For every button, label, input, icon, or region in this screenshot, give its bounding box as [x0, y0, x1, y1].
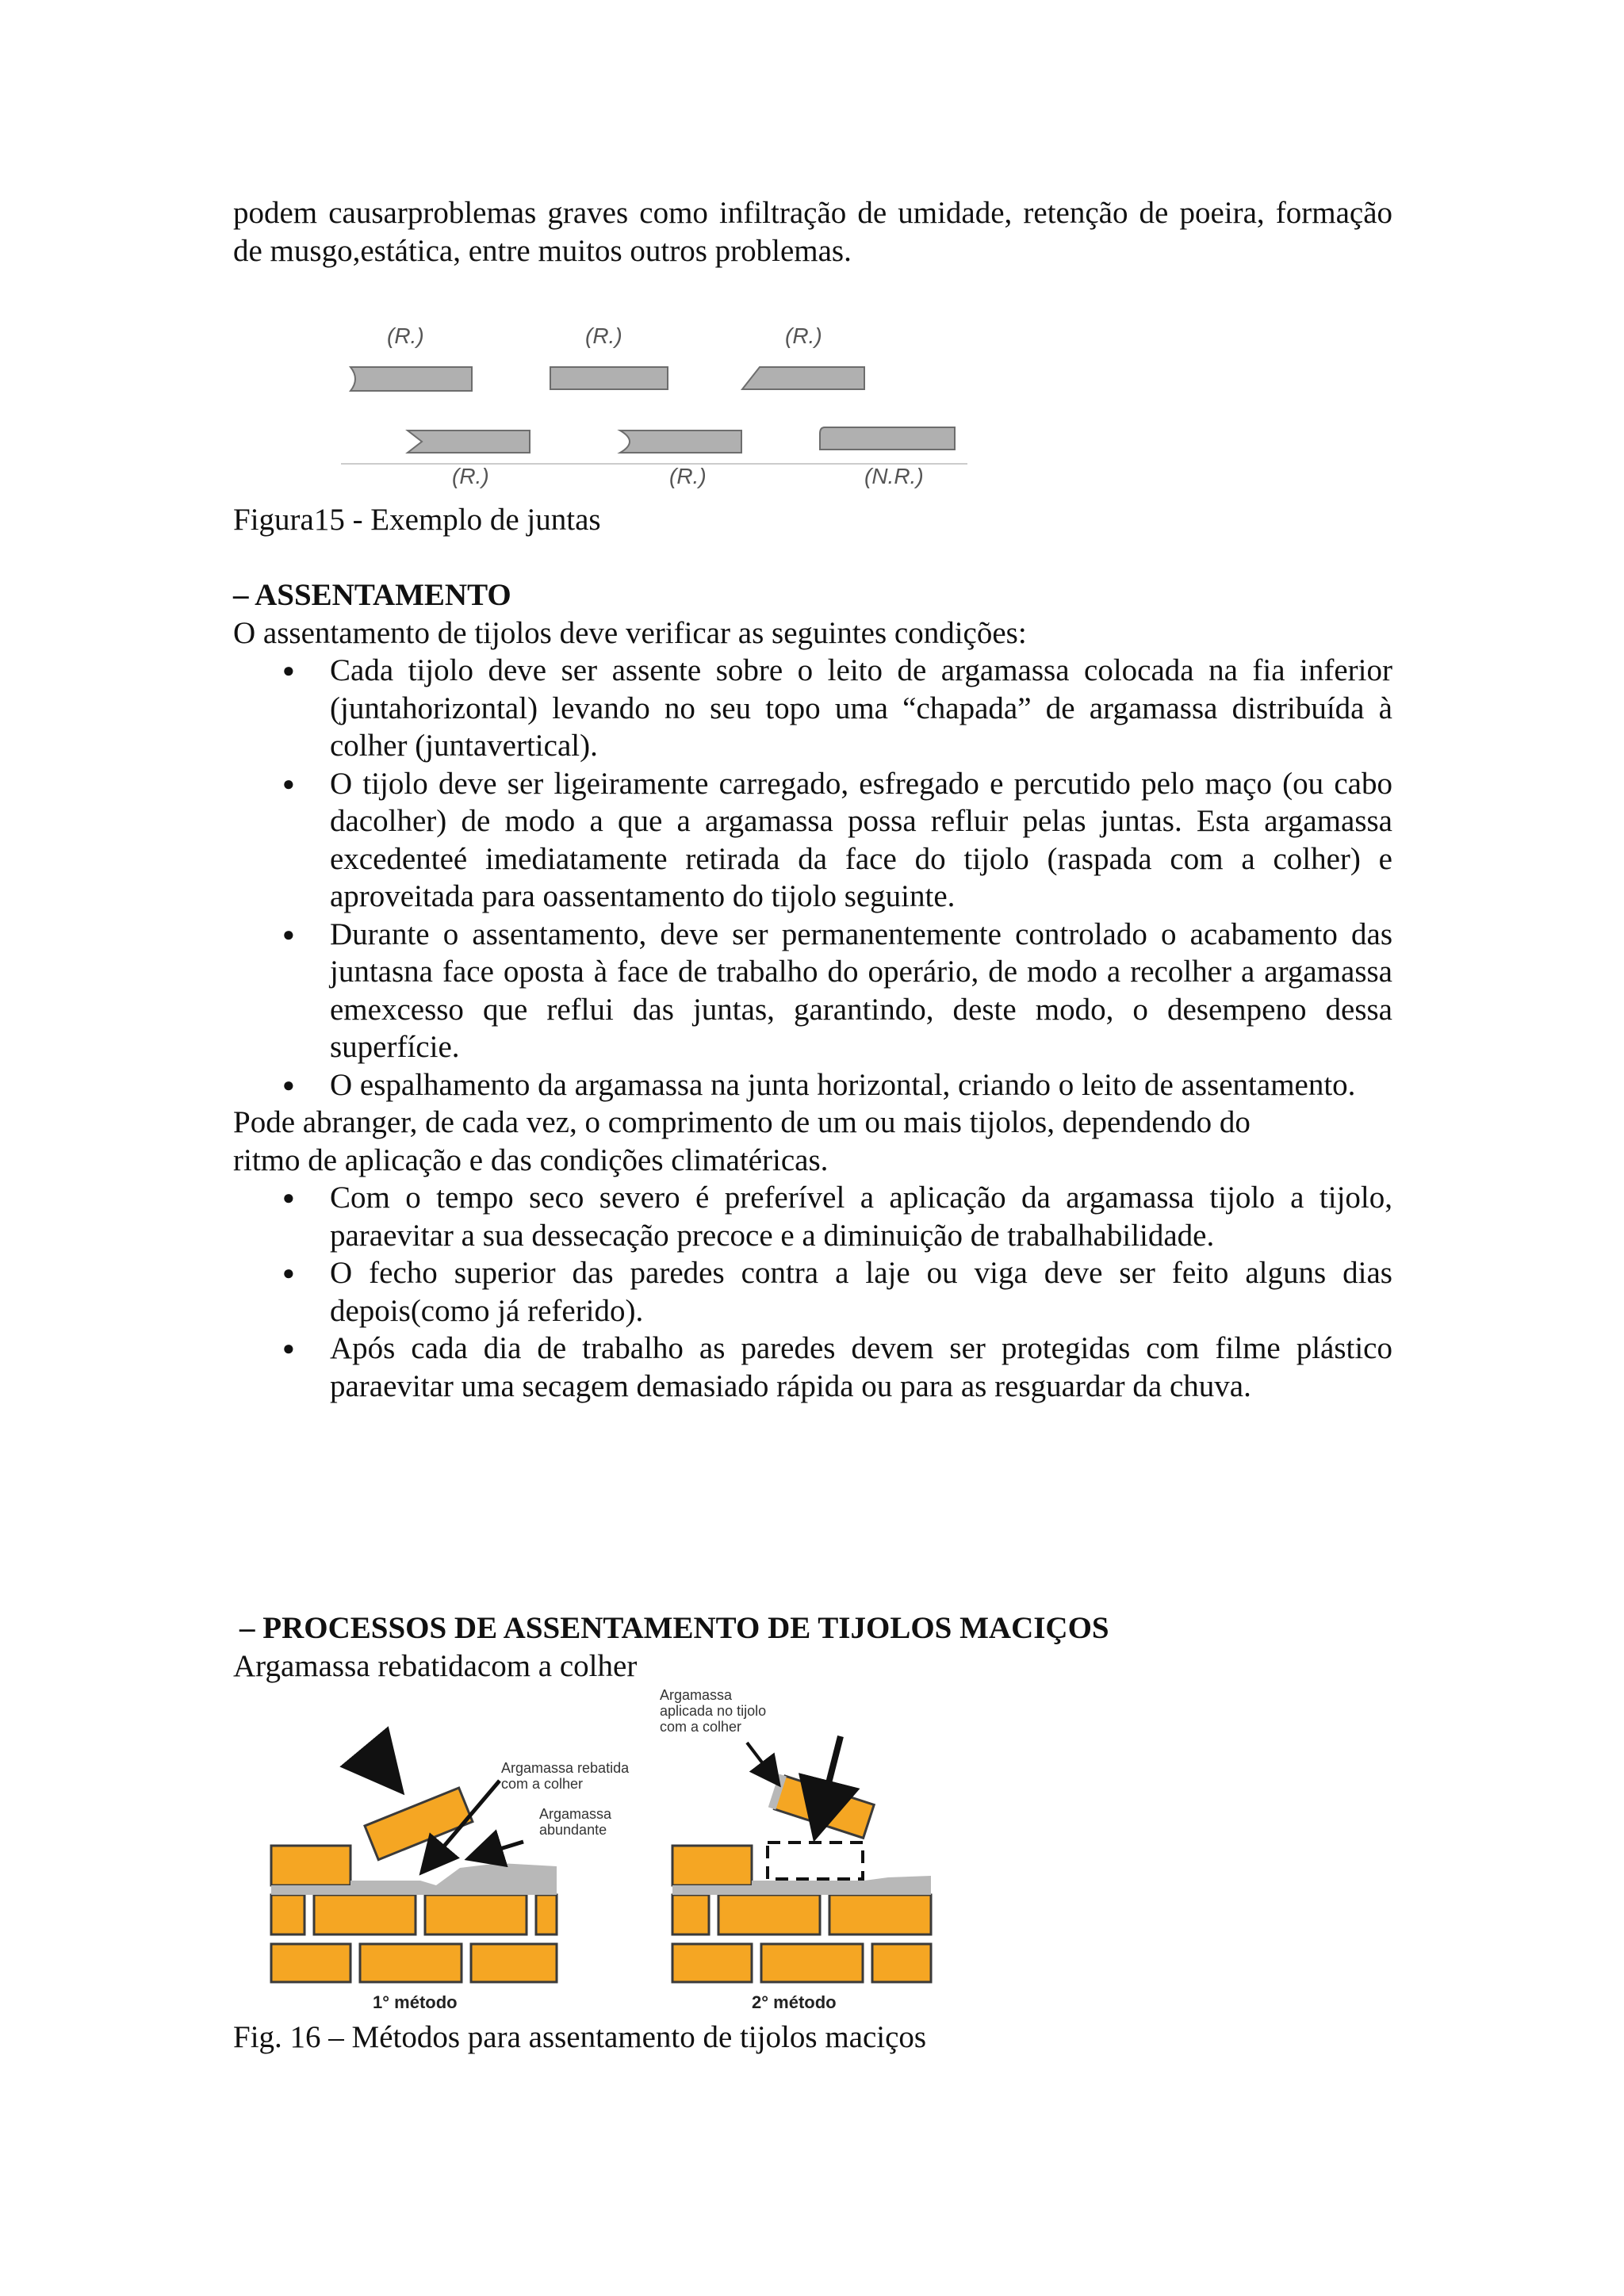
- assentamento-intro: O assentamento de tijolos deve verificar as seguintes condições:: [233, 615, 1027, 650]
- processos-section: [233, 1609, 1392, 1685]
- list-item-text: O espalhamento da argamassa na junta horizontal, criando o leito de assentamento.: [330, 1067, 1356, 1102]
- list-item: [233, 916, 1392, 1066]
- middle-paragraph-line-1: Pode abranger, de cada vez, o comprimento de um ou mais tijolos, dependendo do: [233, 1105, 1251, 1139]
- list-item-text: Após cada dia de trabalho as paredes devem ser protegidas com filme plástico paraevitar uma secagem demasiado rápida ou para as resguardar da chuva.: [330, 1331, 1392, 1403]
- joint-shape-v: [408, 430, 530, 453]
- bullet-icon: ●: [282, 771, 295, 795]
- label-abundante-line-2: abundante: [539, 1822, 607, 1838]
- method-2-label: 2° método: [752, 1992, 837, 2012]
- list-item: [233, 1330, 1392, 1405]
- joint-shape-raised: [820, 427, 955, 450]
- list-item: [233, 765, 1392, 916]
- method-1-falling-brick: [365, 1788, 473, 1860]
- intro-paragraph: podem causarproblemas graves como infiltração de umidade, retenção de poeira, formação de musgo,estática, entre muitos outros problemas.: [233, 196, 1392, 268]
- middle-paragraph-line-2: ritmo de aplicação e das condições climatéricas.: [233, 1142, 829, 1177]
- joint-label-top-1: (R.): [387, 323, 424, 348]
- figure-15-caption: Figura15 - Exemplo de juntas: [233, 503, 601, 537]
- method-1-label: 1° método: [373, 1992, 458, 2012]
- bullet-icon: ●: [282, 1261, 295, 1284]
- bullet-icon: ●: [282, 659, 295, 682]
- method-2-wall: [672, 1846, 931, 1982]
- figure-15-joints: [333, 313, 983, 496]
- bullet-icon: ●: [282, 1337, 295, 1360]
- method-1-down-arrow: [381, 1766, 396, 1785]
- processos-subheading: Argamassa rebatidacom a colher: [233, 1648, 638, 1683]
- method-1-arrow-abundante: [472, 1842, 523, 1858]
- bullet-icon: ●: [282, 922, 295, 946]
- figure-16-caption: Fig. 16 – Métodos para assentamento de tijolos maciços: [233, 2020, 927, 2054]
- joint-label-bottom-1: (R.): [452, 464, 489, 488]
- list-item: [233, 1254, 1392, 1330]
- processos-heading: – PROCESSOS DE ASSENTAMENTO DE TIJOLOS MACIÇOS: [239, 1611, 1109, 1645]
- joint-shape-beveled: [742, 367, 864, 389]
- list-item-text: Com o tempo seco severo é preferível a aplicação da argamassa tijolo a tijolo, paraevitar a sua dessecação precoce e a diminuição de trabalhabilidade.: [330, 1181, 1392, 1253]
- label-rebatida-line-1: Argamassa rebatida: [501, 1760, 630, 1776]
- list-item-text: O tijolo deve ser ligeiramente carregado, esfregado e percutido pelo maço (ou cabo dacolher) de modo a que a argamassa possa refluir pelas juntas. Esta argamassa excedenteé imediatamente retirada da face do tijolo (raspada com a colher) e aproveitada para oassentamento do tijolo seguinte.: [330, 766, 1392, 913]
- bullet-icon: ●: [282, 1073, 295, 1096]
- list-item: [233, 1066, 1392, 1104]
- list-item: [233, 652, 1392, 765]
- list-item-text: O fecho superior das paredes contra a laje ou viga deve ser feito alguns dias depois(como já referido).: [330, 1256, 1392, 1328]
- joint-label-bottom-3: (N.R.): [864, 464, 924, 488]
- label-aplicada-line-1: Argamassa: [660, 1687, 733, 1703]
- joint-shape-concave: [350, 367, 472, 391]
- joint-shape-flush: [550, 367, 668, 389]
- joint-shape-rounded-recess: [620, 430, 741, 453]
- assentamento-section: [233, 576, 1392, 1405]
- label-abundante-line-1: Argamassa: [539, 1806, 612, 1822]
- joint-label-top-2: (R.): [585, 323, 622, 348]
- label-aplicada-line-3: com a colher: [660, 1719, 742, 1735]
- method-2-label-pointer: [747, 1743, 777, 1782]
- joint-label-bottom-2: (R.): [669, 464, 707, 488]
- method-2-brick-outline: [768, 1843, 863, 1879]
- label-aplicada-line-2: aplicada no tijolo: [660, 1703, 767, 1719]
- label-rebatida-line-2: com a colher: [501, 1776, 584, 1792]
- intro-block: [233, 194, 1392, 270]
- joint-label-top-3: (R.): [785, 323, 822, 348]
- assentamento-heading: – ASSENTAMENTO: [233, 578, 511, 612]
- list-item-text: Cada tijolo deve ser assente sobre o leito de argamassa colocada na fia inferior (juntahorizontal) levando no seu topo uma “chapada” de argamassa distribuída à colher (juntavertical).: [330, 653, 1392, 763]
- bullet-icon: ●: [282, 1186, 295, 1209]
- figure-16-methods: [262, 1687, 975, 2020]
- list-item: [233, 1179, 1392, 1254]
- list-item-text: Durante o assentamento, deve ser permanentemente controlado o acabamento das juntasna face oposta à face de trabalho do operário, de modo a recolher a argamassa emexcesso que reflui das juntas, garantindo, deste modo, o desempeno dessa superfície.: [330, 916, 1392, 1064]
